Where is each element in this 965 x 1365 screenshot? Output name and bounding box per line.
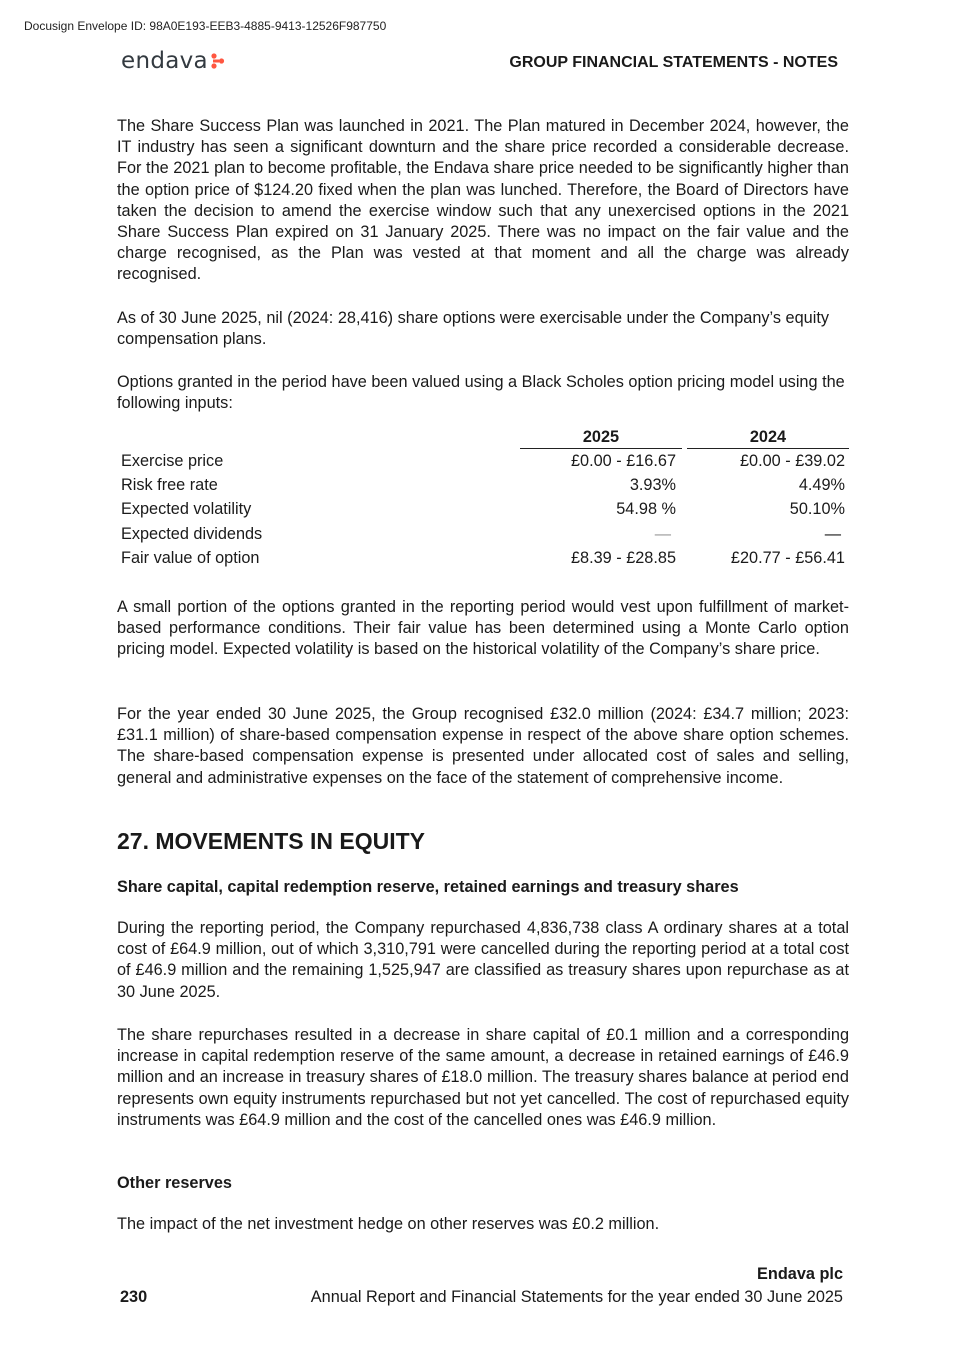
paragraph-net-investment-hedge: The impact of the net investment hedge on other reserves was £0.2 million. [117, 1215, 660, 1233]
logo-mark-icon [211, 53, 225, 69]
paragraph-monte-carlo: A small portion of the options granted in the reporting period would vest upon fulfillment of market-based performance conditions. Their fair value has been determined using a Monte Carlo option pricing model. Expected volatility is based on the historical volatility of the Company’s share price. [117, 598, 849, 659]
table-row [117, 473, 849, 497]
footer-company-name: Endava plc [757, 1265, 843, 1283]
column-header-2024: 2024 [687, 427, 849, 449]
table-header [117, 427, 849, 449]
paragraph-repurchase: During the reporting period, the Company repurchased 4,836,738 class A ordinary shares at a total cost of £64.9 million, out of which 3,310,791 were cancelled during the reporting period at a total cost of £46.9 million and the remaining 1,525,947 are classified as treasury shares upon repurchase as at 30 June 2025. [117, 919, 849, 1001]
paragraph-compensation-expense: For the year ended 30 June 2025, the Group recognised £32.0 million (2024: £34.7 million; 2023: £31.1 million) of share-based compensation expense in respect of the above share option schemes. The share-based compensation expense is presented under allocated cost of sales and selling, general and administrative expenses on the face of the statement of comprehensive income. [117, 705, 849, 787]
table-row [117, 449, 849, 473]
section-header-title: GROUP FINANCIAL STATEMENTS - NOTES [509, 54, 838, 71]
value-2024: 4.49% [798, 476, 845, 495]
footer-report-title: Annual Report and Financial Statements for the year ended 30 June 2025 [310, 1288, 843, 1306]
table-row [117, 546, 849, 570]
paragraph-repurchase-effects: The share repurchases resulted in a decrease in share capital of £0.1 million and a corresponding increase in capital redemption reserve of the same amount, a decrease in retained earnings of £46.9 million and an increase in treasury shares of £18.0 million. The treasury shares balance at period end represents own equity instruments repurchased but not yet cancelled. The cost of repurchased equity instruments was £64.9 million and the cost of the cancelled ones was £46.9 million. [117, 1026, 849, 1129]
value-2024: £0.00 - £39.02 [739, 452, 845, 470]
row-label: Expected dividends [121, 524, 263, 543]
row-label: Expected volatility [121, 500, 252, 519]
logo-wordmark: endava [121, 48, 208, 74]
value-2024: 50.10% [789, 500, 845, 519]
row-label: Fair value of option [121, 548, 260, 567]
subheading-share-capital: Share capital, capital redemption reserve, retained earnings and treasury shares [117, 878, 739, 896]
value-2025: £0.00 - £16.67 [570, 452, 676, 470]
subheading-other-reserves: Other reserves [117, 1174, 232, 1192]
table-row [117, 522, 849, 546]
value-2024: — [824, 524, 841, 543]
row-label: Exercise price [121, 452, 224, 470]
paragraph-share-success-plan: The Share Success Plan was launched in 2021. The Plan matured in December 2024, however, the IT industry has seen a significant downturn and the share price recorded a considerable decrease. For the 2021 plan to become profitable, the Endava share price needed to be significantly higher than the option price of $124.20 fixed when the plan was lunched. Therefore, the Board of Directors have taken the decision to amend the exercise window such that any unexercised options in the 2021 Share Success Plan expired on 31 January 2025. There was no impact on the fair value and the charge recognised, as the Plan was vested at that moment and all the charge was already recognised. [117, 117, 849, 284]
footer-page-number: 230 [120, 1288, 148, 1306]
endava-logo [121, 48, 225, 74]
value-2025: £8.39 - £28.85 [570, 548, 676, 567]
value-2025: 54.98 % [616, 500, 676, 519]
paragraph-exercisable-options: As of 30 June 2025, nil (2024: 28,416) share options were exercisable under the Company’s equity compensation plans. [117, 309, 829, 349]
value-2025: 3.93% [629, 476, 676, 495]
value-2025: — [654, 524, 671, 543]
docusign-envelope-id: Docusign Envelope ID: 98A0E193-EEB3-4885-9413-12526F987750 [24, 19, 387, 33]
column-header-2025: 2025 [520, 427, 682, 449]
section-heading-movements-in-equity: 27. MOVEMENTS IN EQUITY [117, 828, 425, 854]
option-inputs-table [117, 427, 849, 570]
paragraph-black-scholes: Options granted in the period have been valued using a Black Scholes option pricing model using the following inputs: [117, 373, 845, 413]
row-label: Risk free rate [121, 476, 218, 495]
value-2024: £20.77 - £56.41 [730, 548, 845, 567]
table-row [117, 497, 849, 521]
